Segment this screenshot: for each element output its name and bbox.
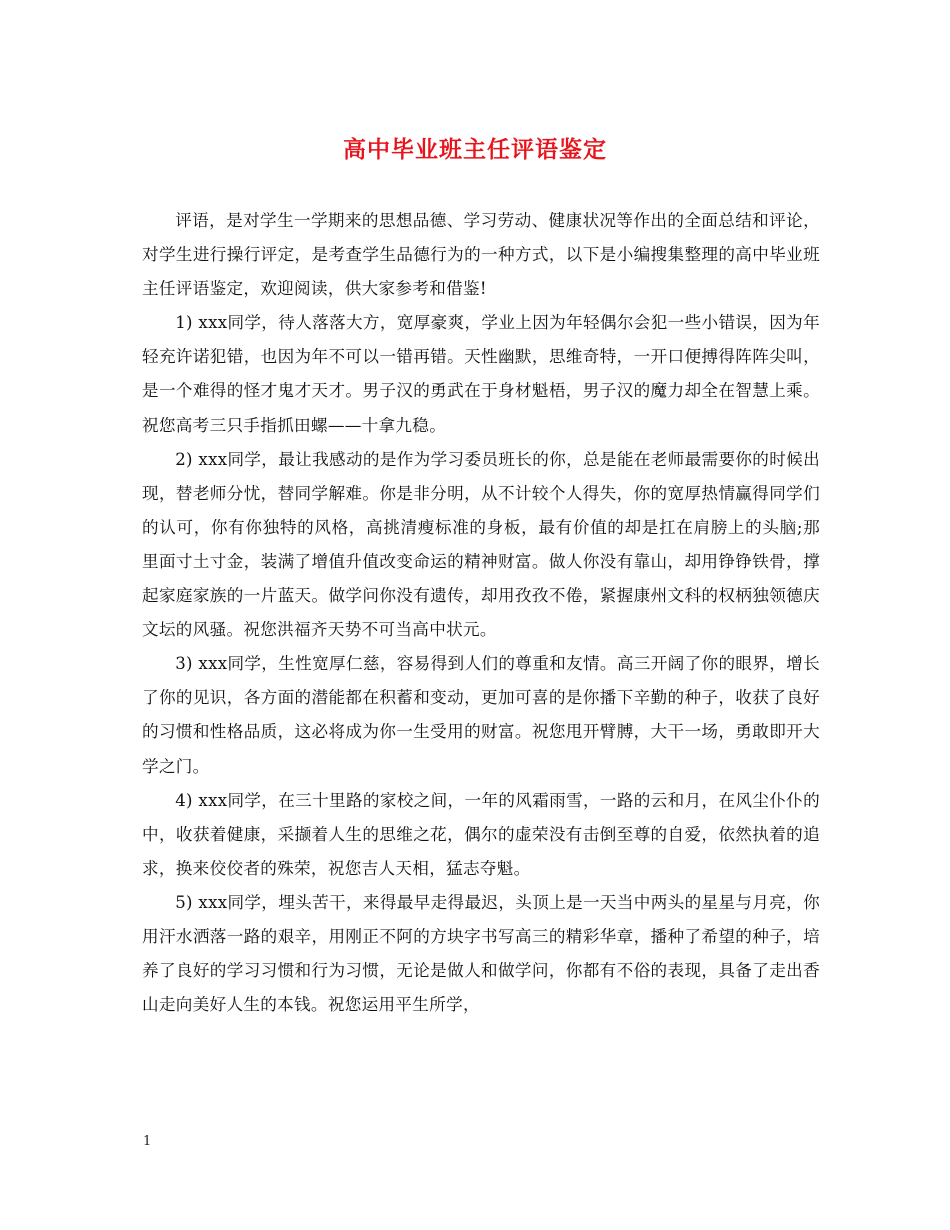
paragraph-intro: 评语，是对学生一学期来的思想品德、学习劳动、健康状况等作出的全面总结和评论，对学生进行操行评定，是考查学生品德行为的一种方式，以下是小编搜集整理的高中毕业班主任评语鉴定，欢迎阅读，供大家参考和借鉴! — [142, 211, 820, 299]
document-title: 高中毕业班主任评语鉴定 — [343, 137, 607, 163]
paragraph-comment-1: 1) xxx同学，待人落落大方，宽厚豪爽，学业上因为年轻偶尔会犯一些小错误，因为年轻充许诺犯错，也因为年不可以一错再错。天性幽默，思维奇特，一开口便搏得阵阵尖叫，是一个难得的怪才鬼才天才。男子汉的勇武在于身材魁梧，男子汉的魔力却全在智慧上乘。祝您高考三只手指抓田螺——十拿九稳。 — [142, 313, 820, 435]
paragraph-comment-4: 4) xxx同学，在三十里路的家校之间，一年的风霜雨雪，一路的云和月，在风尘仆仆的中，收获着健康，采撷着人生的思维之花，偶尔的虚荣没有击倒至尊的自爱，依然执着的追求，换来佼佼者的殊荣，祝您吉人天相，猛志夺魁。 — [142, 790, 820, 878]
paragraph-comment-5: 5) xxx同学，埋头苦干，来得最早走得最迟，头顶上是一天当中两头的星星与月亮，你用汗水洒落一路的艰辛，用刚正不阿的方块字书写高三的精彩华章，播种了希望的种子，培养了良好的学习习惯和行为习惯，无论是做人和做学问，你都有不俗的表现，具备了走出香山走向美好人生的本钱。祝您运用平生所学， — [142, 892, 820, 1015]
paragraph-comment-2: 2) xxx同学，最让我感动的是作为学习委员班长的你，总是能在老师最需要你的时候出现，替老师分忧，替同学解难。你是非分明，从不计较个人得失，你的宽厚热情赢得同学们的认可，你有你独特的风格，高挑清瘦标准的身板，最有价值的却是扛在肩膀上的头脑;那里面寸土寸金，装满了增值升值改变命运的精神财富。做人你没有靠山，却用铮铮铁骨，撑起家庭家族的一片蓝天。做学问你没有遗传，却用孜孜不倦，紧握康州文科的权柄独领德庆文坛的风骚。祝您洪福齐天势不可当高中状元。 — [142, 449, 820, 640]
paragraph-comment-3: 3) xxx同学，生性宽厚仁慈，容易得到人们的尊重和友情。高三开阔了你的眼界，增长了你的见识，各方面的潜能都在积蓄和变动，更加可喜的是你播下辛勤的种子，收获了良好的习惯和性格品质，这必将成为你一生受用的财富。祝您甩开臂膊，大干一场，勇敢即开大学之门。 — [142, 654, 820, 776]
document-body — [142, 204, 820, 1022]
page-number: 1 — [143, 1134, 152, 1149]
